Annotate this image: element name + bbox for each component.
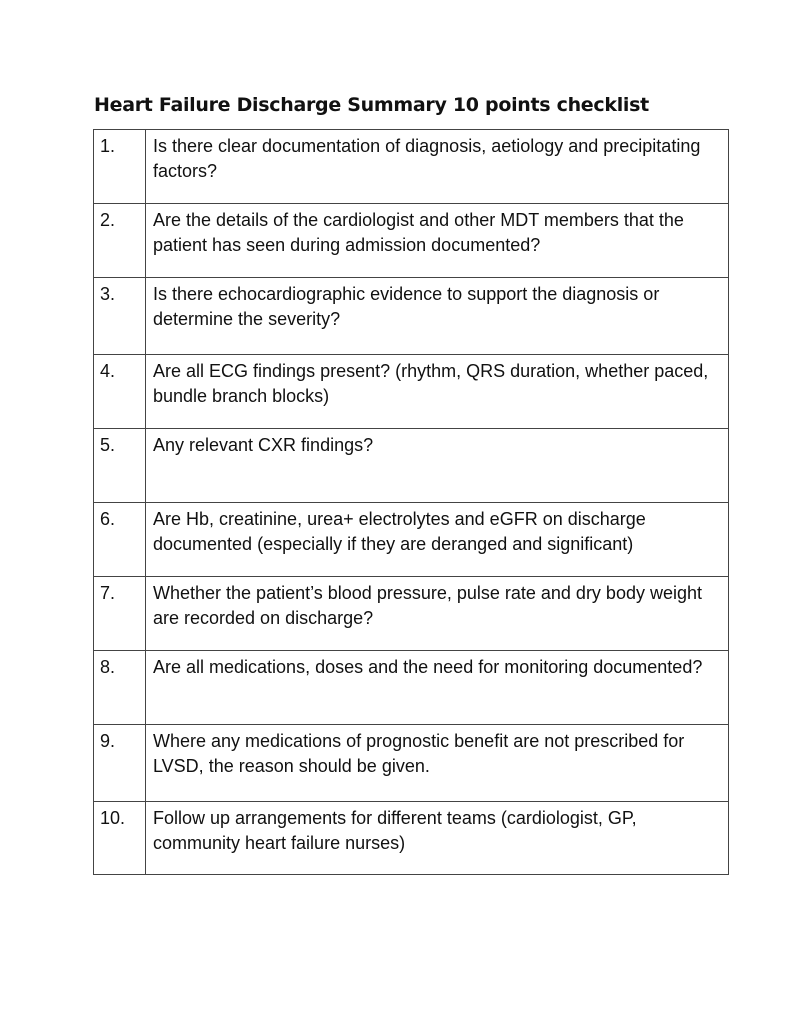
checklist-table <box>93 129 729 875</box>
item-number: 6. <box>94 503 146 577</box>
item-text: Are all medications, doses and the need for monitoring documented? <box>146 651 729 725</box>
item-text: Where any medications of prognostic benefit are not prescribed for LVSD, the reason should be given. <box>146 725 729 802</box>
table-row <box>94 725 729 802</box>
table-row <box>94 429 729 503</box>
item-number: 7. <box>94 577 146 651</box>
item-text: Follow up arrangements for different teams (cardiologist, GP, community heart failure nurses) <box>146 802 729 875</box>
item-text: Any relevant CXR findings? <box>146 429 729 503</box>
item-number: 3. <box>94 278 146 355</box>
item-number: 1. <box>94 130 146 204</box>
table-row <box>94 503 729 577</box>
item-number: 10. <box>94 802 146 875</box>
item-text: Is there clear documentation of diagnosis, aetiology and precipitating factors? <box>146 130 729 204</box>
item-text: Is there echocardiographic evidence to support the diagnosis or determine the severity? <box>146 278 729 355</box>
table-row <box>94 130 729 204</box>
item-text: Are Hb, creatinine, urea+ electrolytes and eGFR on discharge documented (especially if they are deranged and significant) <box>146 503 729 577</box>
page-title: Heart Failure Discharge Summary 10 points checklist <box>94 94 649 116</box>
item-text: Whether the patient’s blood pressure, pulse rate and dry body weight are recorded on discharge? <box>146 577 729 651</box>
table-row <box>94 278 729 355</box>
item-text: Are the details of the cardiologist and other MDT members that the patient has seen during admission documented? <box>146 204 729 278</box>
table-row <box>94 651 729 725</box>
item-number: 2. <box>94 204 146 278</box>
table-row <box>94 577 729 651</box>
item-number: 8. <box>94 651 146 725</box>
item-number: 5. <box>94 429 146 503</box>
item-text: Are all ECG findings present? (rhythm, QRS duration, whether paced, bundle branch blocks) <box>146 355 729 429</box>
table-row <box>94 355 729 429</box>
item-number: 4. <box>94 355 146 429</box>
table-row <box>94 802 729 875</box>
item-number: 9. <box>94 725 146 802</box>
table-row <box>94 204 729 278</box>
